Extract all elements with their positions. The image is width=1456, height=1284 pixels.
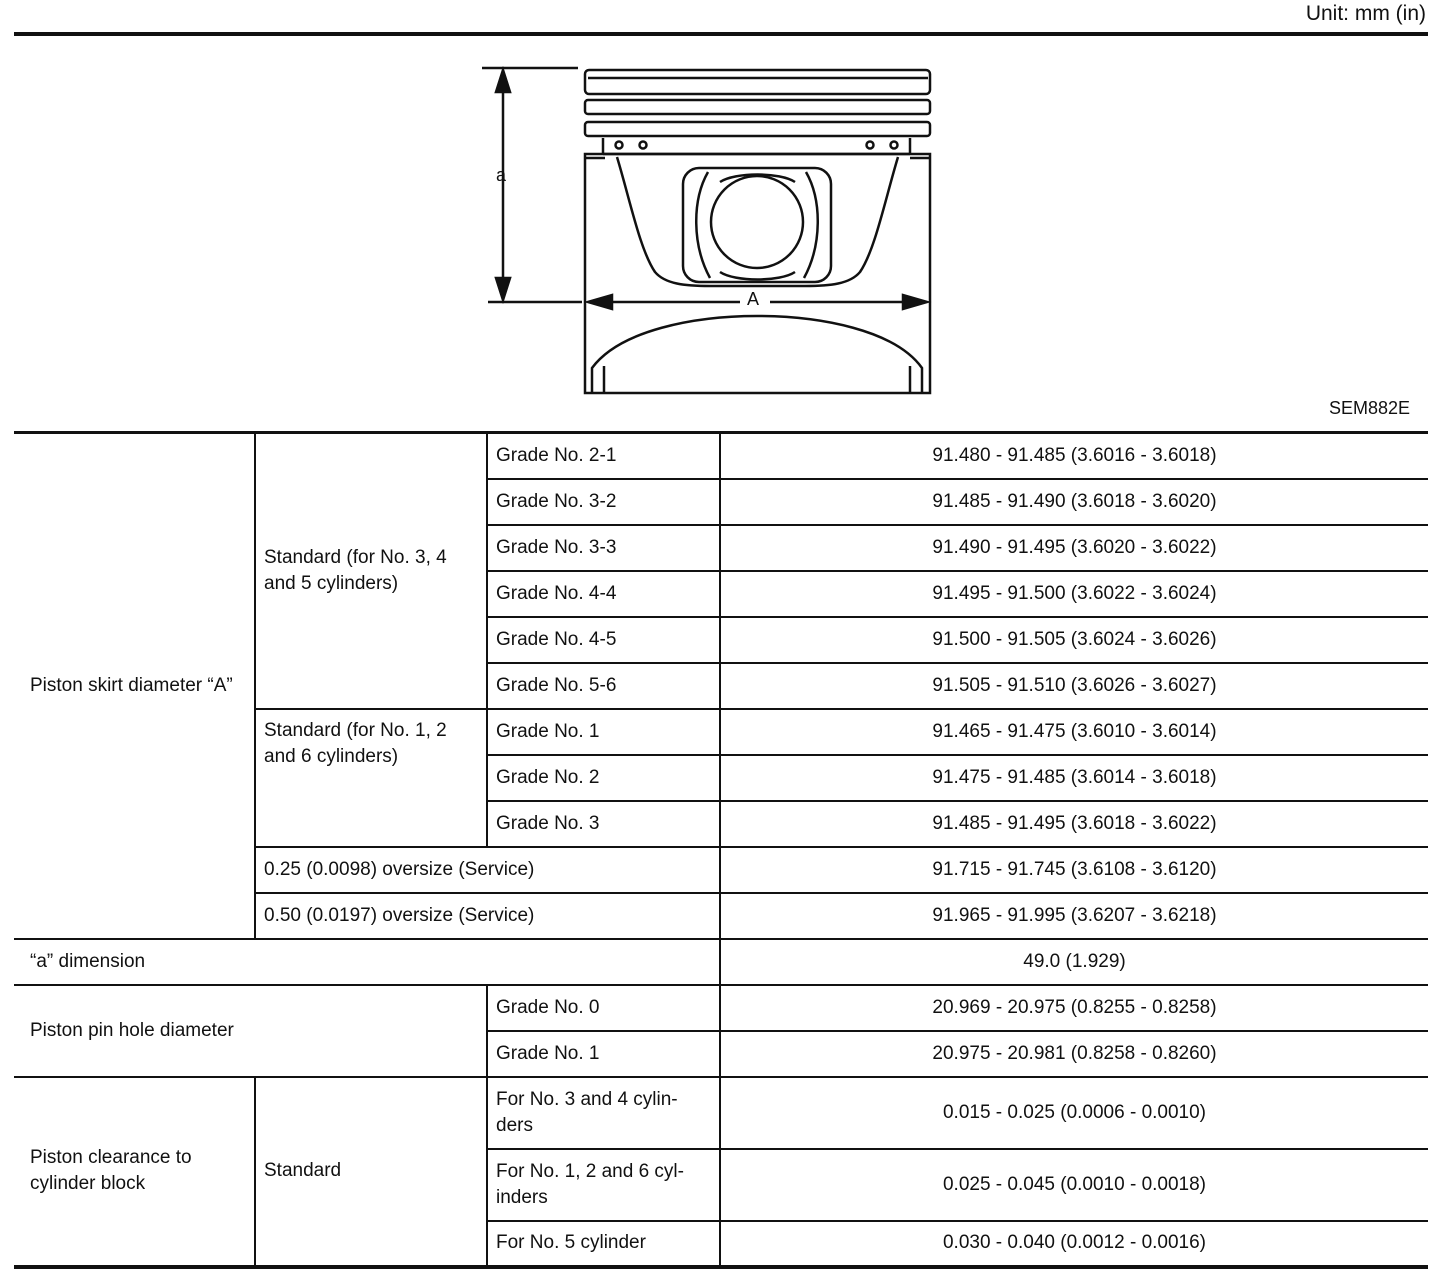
piston-figure [470, 60, 950, 405]
value-cell: 0.030 - 0.040 (0.0012 - 0.0016) [720, 1221, 1428, 1267]
grade-cell: Grade No. 1 [487, 1031, 720, 1077]
value-cell: 20.975 - 20.981 (0.8258 - 0.8260) [720, 1031, 1428, 1077]
table-row [14, 1077, 1428, 1149]
table-row [14, 985, 1428, 1031]
grade-cell: Grade No. 5-6 [487, 663, 720, 709]
grade-cell: Grade No. 3-3 [487, 525, 720, 571]
a-dimension-label: “a” dimension [14, 939, 720, 985]
value-cell: 91.495 - 91.500 (3.6022 - 3.6024) [720, 571, 1428, 617]
top-rule [14, 32, 1428, 36]
value-cell: 91.500 - 91.505 (3.6024 - 3.6026) [720, 617, 1428, 663]
figure-code: SEM882E [1328, 398, 1410, 418]
value-cell: 91.480 - 91.485 (3.6016 - 3.6018) [720, 433, 1428, 479]
grade-cell: Grade No. 0 [487, 985, 720, 1031]
unit-label: Unit: mm (in) [1305, 2, 1426, 25]
piston-diagram [470, 60, 950, 405]
value-cell: 91.505 - 91.510 (3.6026 - 3.6027) [720, 663, 1428, 709]
oversize-label: 0.25 (0.0098) oversize (Service) [255, 847, 720, 893]
grade-cell: For No. 1, 2 and 6 cyl-inders [487, 1149, 720, 1221]
value-cell: 91.715 - 91.745 (3.6108 - 3.6120) [720, 847, 1428, 893]
oversize-label: 0.50 (0.0197) oversize (Service) [255, 893, 720, 939]
group1-label: Standard (for No. 3, 4 and 5 cylinders) [255, 433, 487, 709]
value-cell: 91.485 - 91.490 (3.6018 - 3.6020) [720, 479, 1428, 525]
value-cell: 49.0 (1.929) [720, 939, 1428, 985]
grade-cell: Grade No. 2-1 [487, 433, 720, 479]
grade-cell: For No. 3 and 4 cylin-ders [487, 1077, 720, 1149]
grade-cell: Grade No. 4-5 [487, 617, 720, 663]
value-cell: 20.969 - 20.975 (0.8255 - 0.8258) [720, 985, 1428, 1031]
grade-cell: Grade No. 1 [487, 709, 720, 755]
label-a: a [496, 165, 507, 185]
value-cell: 0.015 - 0.025 (0.0006 - 0.0010) [720, 1077, 1428, 1149]
value-cell: 91.475 - 91.485 (3.6014 - 3.6018) [720, 755, 1428, 801]
grade-cell: For No. 5 cylinder [487, 1221, 720, 1267]
label-A: A [747, 289, 760, 309]
grade-cell: Grade No. 2 [487, 755, 720, 801]
grade-cell: Grade No. 3-2 [487, 479, 720, 525]
grade-cell: Grade No. 4-4 [487, 571, 720, 617]
value-cell: 91.965 - 91.995 (3.6207 - 3.6218) [720, 893, 1428, 939]
table-row [14, 939, 1428, 985]
value-cell: 91.465 - 91.475 (3.6010 - 3.6014) [720, 709, 1428, 755]
clearance-label: Piston clearance to cylinder block [14, 1077, 255, 1267]
clearance-standard-label: Standard [255, 1077, 487, 1267]
value-cell: 91.485 - 91.495 (3.6018 - 3.6022) [720, 801, 1428, 847]
pin-hole-label: Piston pin hole diameter [14, 985, 487, 1077]
table-row [14, 433, 1428, 479]
value-cell: 91.490 - 91.495 (3.6020 - 3.6022) [720, 525, 1428, 571]
piston-spec-table [14, 431, 1428, 1269]
group2-label: Standard (for No. 1, 2 and 6 cylinders) [255, 709, 487, 847]
value-cell: 0.025 - 0.045 (0.0010 - 0.0018) [720, 1149, 1428, 1221]
skirt-diameter-label: Piston skirt diameter “A” [14, 433, 255, 939]
grade-cell: Grade No. 3 [487, 801, 720, 847]
